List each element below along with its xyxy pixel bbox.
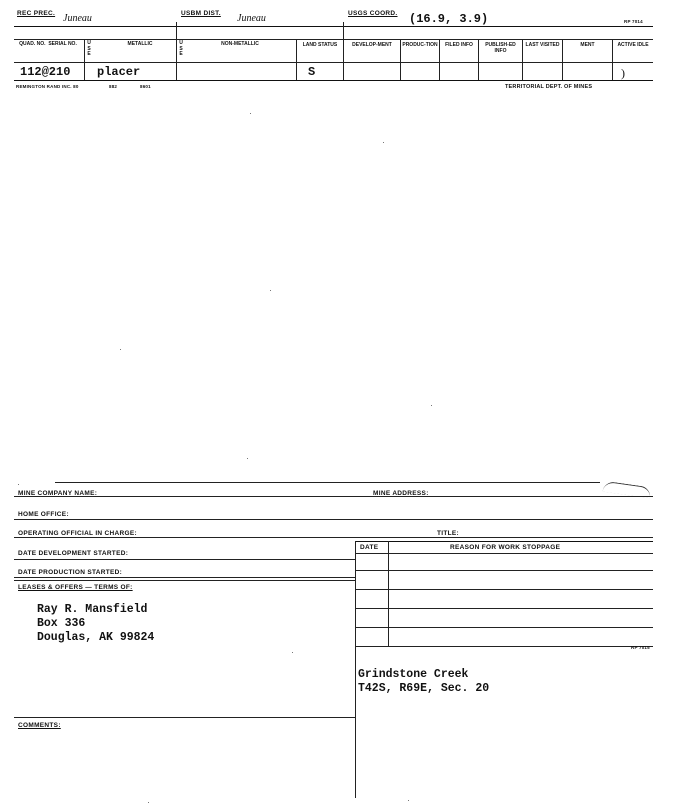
- department-imprint: TERRITORIAL DEPT. OF MINES: [505, 84, 593, 90]
- scan-speck: [18, 484, 19, 485]
- form-rule: [14, 496, 653, 497]
- col-land-status: LAND STATUS: [302, 42, 338, 48]
- date-development-label: DATE DEVELOPMENT STARTED:: [18, 550, 129, 557]
- col-use-nonmetallic: U S E: [179, 40, 183, 57]
- col-use-metallic: U S E: [87, 40, 91, 57]
- card-edge: [55, 482, 600, 483]
- home-office-label: HOME OFFICE:: [18, 511, 69, 518]
- mine-company-label: MINE COMPANY NAME:: [18, 490, 98, 497]
- scan-speck: [250, 113, 251, 114]
- printer-imprint: REMINGTON RAND INC. 80: [16, 84, 79, 89]
- operating-official-label: OPERATING OFFICIAL IN CHARGE:: [18, 530, 137, 537]
- usbm-dist-label: USBM DIST.: [181, 10, 221, 17]
- form-rule: [14, 519, 653, 520]
- form-rule: [14, 717, 355, 718]
- rec-prec-label: REC PREC.: [17, 10, 56, 17]
- col-divider: [400, 39, 401, 80]
- col-serial-no: SERIAL NO.: [48, 41, 77, 47]
- comments-label: COMMENTS:: [18, 722, 61, 729]
- col-divider: [343, 22, 344, 80]
- stoppage-row: [355, 589, 653, 590]
- row-rule: [14, 80, 653, 81]
- stoppage-reason-header: REASON FOR WORK STOPPAGE: [450, 544, 561, 551]
- scan-speck: [292, 652, 293, 653]
- metallic-value: placer: [97, 65, 141, 79]
- col-divider: [478, 39, 479, 80]
- form-rule: [14, 537, 653, 538]
- col-ment: MENT: [580, 42, 595, 48]
- rec-prec-value: Juneau: [63, 13, 92, 24]
- title-label: TITLE:: [437, 530, 460, 537]
- col-metallic: METALLIC: [127, 41, 153, 47]
- quad-serial-value: 112@210: [20, 65, 71, 79]
- col-production: PRODUC-TION: [402, 42, 438, 48]
- col-development: DEVELOP-MENT: [352, 42, 392, 48]
- form-rule: [14, 580, 355, 581]
- stoppage-row: [355, 646, 653, 647]
- col-divider: [612, 39, 613, 80]
- printer-number: 882: [109, 84, 118, 89]
- stoppage-row: [355, 570, 653, 571]
- leases-label: LEASES & OFFERS — TERMS OF:: [18, 584, 133, 591]
- stoppage-row: [355, 627, 653, 628]
- stoppage-rule: [355, 541, 653, 542]
- col-published-info: PUBLISH-ED INFO: [485, 42, 516, 54]
- scan-speck: [408, 800, 409, 801]
- location-legal: T42S, R69E, Sec. 20: [358, 682, 490, 695]
- location-name: Grindstone Creek: [358, 668, 469, 681]
- scan-speck: [383, 142, 384, 143]
- active-idle-value: ): [621, 66, 625, 80]
- mine-address-label: MINE ADDRESS:: [373, 490, 429, 497]
- col-divider: [522, 39, 523, 80]
- usgs-coord-label: USGS COORD.: [348, 10, 398, 17]
- stoppage-divider: [355, 541, 356, 658]
- scan-speck: [270, 290, 271, 291]
- col-non-metallic: NON-METALLIC: [221, 41, 259, 47]
- printer-number: 8601: [140, 84, 151, 89]
- col-quad-serial: [18, 42, 78, 48]
- stoppage-date-header: DATE: [360, 544, 379, 551]
- col-filed-info: FILED INFO: [445, 42, 473, 48]
- row-rule: [14, 62, 653, 63]
- col-quad-no: QUAD. NO.: [19, 41, 46, 47]
- col-divider: [439, 39, 440, 80]
- lessee-city: Douglas, AK 99824: [37, 631, 155, 644]
- comments-divider: [355, 658, 356, 798]
- form-code-2: RP 7015: [631, 645, 650, 650]
- form-code: RP 7014: [624, 19, 643, 24]
- form-rule: [14, 559, 355, 560]
- col-active-idle: ACTIVE IDLE: [617, 42, 649, 48]
- date-production-label: DATE PRODUCTION STARTED:: [18, 569, 123, 576]
- scan-speck: [247, 458, 248, 459]
- col-last-visited: LAST VISITED: [525, 42, 560, 48]
- col-divider: [176, 22, 177, 80]
- col-divider: [84, 39, 85, 80]
- lessee-box: Box 336: [37, 617, 86, 630]
- lessee-name: Ray R. Mansfield: [37, 603, 148, 616]
- usgs-coord-value: (16.9, 3.9): [409, 12, 489, 26]
- form-rule: [14, 577, 355, 578]
- scan-speck: [431, 405, 432, 406]
- stoppage-row: [355, 608, 653, 609]
- col-divider: [562, 39, 563, 80]
- stoppage-rule: [355, 553, 653, 554]
- usbm-dist-value: Juneau: [237, 13, 266, 24]
- header-rule: [14, 39, 653, 40]
- stoppage-divider: [388, 541, 389, 646]
- col-divider: [296, 39, 297, 80]
- scan-speck: [120, 349, 121, 350]
- header-rule: [14, 26, 653, 27]
- scan-speck: [148, 802, 149, 803]
- land-status-value: S: [308, 65, 316, 79]
